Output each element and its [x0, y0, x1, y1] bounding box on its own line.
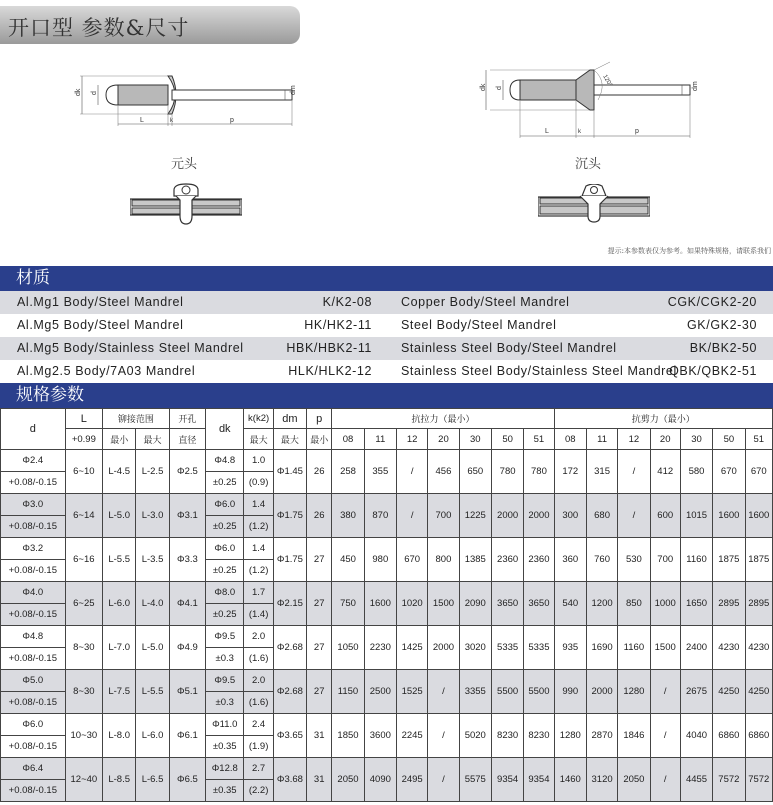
- cell-shear: 1600: [713, 494, 745, 538]
- cell-p: 27: [307, 538, 332, 582]
- cell-dk: Φ9.5: [206, 670, 244, 692]
- dk-label: dk: [75, 88, 82, 96]
- header-dk: dk: [206, 409, 244, 450]
- cell-d: Φ5.0: [1, 670, 66, 692]
- cell-p: 27: [307, 626, 332, 670]
- cell-k: 1.7: [244, 582, 273, 604]
- cell-shear: 1160: [618, 626, 650, 670]
- grade-header: 12: [618, 429, 650, 450]
- material-row: [0, 291, 773, 314]
- subheader-row: [1, 429, 773, 450]
- cell-tensile: 9354: [524, 758, 554, 802]
- cell-tensile: 258: [332, 450, 364, 494]
- cell-shear: 315: [586, 450, 617, 494]
- cell-tensile: 2000: [428, 626, 459, 670]
- header-hole-sub: 直径: [169, 429, 205, 450]
- header-k: k(k2): [244, 409, 273, 429]
- cell-d: Φ4.8: [1, 626, 66, 648]
- cell-p: 31: [307, 758, 332, 802]
- cell-tensile: 2245: [396, 714, 427, 758]
- cell-p: 31: [307, 714, 332, 758]
- cell-dk-tol: ±0.3: [206, 692, 244, 714]
- material-left-code: HK/HK2-11: [304, 318, 372, 332]
- cell-shear: 1460: [554, 758, 586, 802]
- cell-tensile: 3020: [459, 626, 491, 670]
- cell-grip-max: L-6.5: [136, 758, 169, 802]
- cell-shear: 580: [680, 450, 712, 494]
- d-label-2: d: [496, 86, 503, 90]
- table-row: [1, 626, 773, 648]
- grade-header: 50: [713, 429, 745, 450]
- cell-tensile: 3355: [459, 670, 491, 714]
- cell-tensile: /: [428, 758, 459, 802]
- header-d: d: [1, 409, 66, 450]
- cell-dk-tol: ±0.3: [206, 648, 244, 670]
- cell-shear: 700: [650, 538, 680, 582]
- table-row: [1, 582, 773, 604]
- grade-header: 12: [396, 429, 427, 450]
- grade-header: 51: [745, 429, 772, 450]
- cell-L: 6~25: [65, 582, 102, 626]
- cell-hole: Φ4.9: [169, 626, 205, 670]
- cell-tensile: 780: [524, 450, 554, 494]
- reference-note: 提示:本参数表仅为参考。如果特殊规格，请联系我们: [607, 247, 771, 255]
- cell-shear: 6860: [745, 714, 772, 758]
- cell-tensile: 1020: [396, 582, 427, 626]
- cell-shear: 935: [554, 626, 586, 670]
- cell-tensile: 3650: [491, 582, 523, 626]
- cell-tensile: 8230: [524, 714, 554, 758]
- cell-tensile: 2360: [491, 538, 523, 582]
- cell-grip-max: L-3.0: [136, 494, 169, 538]
- k-label-2: k: [578, 129, 581, 135]
- cell-shear: 1650: [680, 582, 712, 626]
- cell-tensile: 670: [396, 538, 427, 582]
- grade-header: 50: [491, 429, 523, 450]
- cell-dk-tol: ±0.25: [206, 560, 244, 582]
- countersunk-installed-diagram: [538, 184, 650, 224]
- material-left-code: HLK/HLK2-12: [288, 364, 372, 378]
- cell-shear: 670: [713, 450, 745, 494]
- cell-grip-min: L-7.0: [103, 626, 136, 670]
- material-row: [0, 337, 773, 360]
- cell-shear: 2895: [745, 582, 772, 626]
- page-title: 开口型 参数&尺寸: [8, 16, 190, 40]
- cell-d: Φ3.0: [1, 494, 66, 516]
- cell-tensile: 456: [428, 450, 459, 494]
- cell-shear: 1280: [618, 670, 650, 714]
- cell-dk: Φ11.0: [206, 714, 244, 736]
- cell-tensile: 870: [364, 494, 396, 538]
- cell-tensile: /: [396, 494, 427, 538]
- cell-tensile: 1850: [332, 714, 364, 758]
- cell-k2: (1.6): [244, 692, 273, 714]
- cell-shear: 1500: [650, 626, 680, 670]
- d-label: d: [91, 91, 98, 95]
- cell-tensile: 3650: [524, 582, 554, 626]
- cell-hole: Φ3.3: [169, 538, 205, 582]
- cell-shear: 7572: [745, 758, 772, 802]
- dome-head-rivet-diagram: [60, 68, 310, 133]
- table-row: [1, 538, 773, 560]
- cell-grip-min: L-8.5: [103, 758, 136, 802]
- cell-shear: /: [650, 670, 680, 714]
- L-label: L: [140, 117, 144, 124]
- cell-tensile: 5335: [491, 626, 523, 670]
- header-p: p: [307, 409, 332, 429]
- material-left-name: Al.Mg2.5 Body/7A03 Mandrel: [17, 364, 196, 378]
- cell-d-tol: +0.08/-0.15: [1, 604, 66, 626]
- cell-p: 27: [307, 670, 332, 714]
- cell-k: 2.7: [244, 758, 273, 780]
- cell-tensile: 1150: [332, 670, 364, 714]
- cell-L: 8~30: [65, 670, 102, 714]
- cell-tensile: 1225: [459, 494, 491, 538]
- cell-tensile: /: [428, 670, 459, 714]
- cell-shear: /: [650, 714, 680, 758]
- grade-header: 51: [524, 429, 554, 450]
- header-shear: 抗剪力（最小）: [554, 409, 772, 429]
- cell-k2: (1.4): [244, 604, 273, 626]
- cell-d: Φ3.2: [1, 538, 66, 560]
- spec-table: [0, 408, 773, 802]
- countersunk-caption: 沉头: [575, 157, 602, 172]
- cell-tensile: 1385: [459, 538, 491, 582]
- header-grip-max: 最大: [136, 429, 169, 450]
- grade-header: 08: [332, 429, 364, 450]
- cell-d-tol: +0.08/-0.15: [1, 648, 66, 670]
- cell-shear: 4455: [680, 758, 712, 802]
- angle-label: 120°: [601, 74, 613, 88]
- cell-grip-min: L-6.0: [103, 582, 136, 626]
- cell-hole: Φ5.1: [169, 670, 205, 714]
- cell-shear: 1015: [680, 494, 712, 538]
- p-label: p: [230, 117, 234, 124]
- cell-dk-tol: ±0.35: [206, 736, 244, 758]
- material-right-code: GK/GK2-30: [686, 318, 757, 332]
- p-label-2: p: [635, 128, 639, 135]
- cell-k: 2.4: [244, 714, 273, 736]
- cell-dk: Φ8.0: [206, 582, 244, 604]
- cell-hole: Φ4.1: [169, 582, 205, 626]
- cell-d-tol: +0.08/-0.15: [1, 692, 66, 714]
- header-dm: dm: [273, 409, 306, 429]
- cell-tensile: 5500: [524, 670, 554, 714]
- cell-d-tol: +0.08/-0.15: [1, 780, 66, 802]
- page-title-bar: [0, 6, 300, 44]
- cell-shear: 1690: [586, 626, 617, 670]
- material-left-name: Al.Mg5 Body/Stainless Steel Mandrel: [17, 341, 244, 355]
- cell-d: Φ6.0: [1, 714, 66, 736]
- cell-p: 26: [307, 494, 332, 538]
- cell-dk: Φ9.5: [206, 626, 244, 648]
- header-row: [1, 409, 773, 429]
- cell-tensile: 2495: [396, 758, 427, 802]
- cell-tensile: 5020: [459, 714, 491, 758]
- cell-tensile: 1425: [396, 626, 427, 670]
- cell-shear: 6860: [713, 714, 745, 758]
- cell-hole: Φ2.5: [169, 450, 205, 494]
- cell-shear: 300: [554, 494, 586, 538]
- cell-tensile: 2230: [364, 626, 396, 670]
- material-row: [0, 360, 773, 383]
- material-right-name: Stainless Steel Body/Stainless Steel Mandrel: [401, 364, 677, 378]
- cell-grip-min: L-8.0: [103, 714, 136, 758]
- cell-tensile: 2500: [364, 670, 396, 714]
- cell-grip-min: L-4.5: [103, 450, 136, 494]
- cell-shear: 4230: [745, 626, 772, 670]
- cell-tensile: 450: [332, 538, 364, 582]
- grade-header: 30: [459, 429, 491, 450]
- spec-title: 规格参数: [16, 385, 84, 405]
- cell-dk-tol: ±0.25: [206, 516, 244, 538]
- cell-dm: Φ3.68: [273, 758, 306, 802]
- cell-shear: 670: [745, 450, 772, 494]
- cell-grip-max: L-2.5: [136, 450, 169, 494]
- cell-tensile: 1525: [396, 670, 427, 714]
- cell-grip-max: L-5.5: [136, 670, 169, 714]
- cell-L: 8~30: [65, 626, 102, 670]
- cell-L: 12~40: [65, 758, 102, 802]
- cell-shear: 7572: [713, 758, 745, 802]
- cell-shear: 1600: [745, 494, 772, 538]
- table-row: [1, 758, 773, 780]
- cell-shear: 540: [554, 582, 586, 626]
- cell-shear: 1000: [650, 582, 680, 626]
- material-right-code: QBK/QBK2-51: [669, 364, 757, 378]
- cell-shear: 760: [586, 538, 617, 582]
- cell-tensile: 800: [428, 538, 459, 582]
- cell-shear: 1846: [618, 714, 650, 758]
- cell-dk-tol: ±0.35: [206, 780, 244, 802]
- cell-grip-min: L-7.5: [103, 670, 136, 714]
- cell-k: 2.0: [244, 670, 273, 692]
- cell-shear: 850: [618, 582, 650, 626]
- cell-shear: 3120: [586, 758, 617, 802]
- cell-shear: 1160: [680, 538, 712, 582]
- cell-shear: 990: [554, 670, 586, 714]
- material-left-name: Al.Mg5 Body/Steel Mandrel: [17, 318, 184, 332]
- cell-tensile: /: [396, 450, 427, 494]
- cell-shear: 360: [554, 538, 586, 582]
- cell-tensile: 700: [428, 494, 459, 538]
- dk-label-2: dk: [480, 83, 487, 91]
- cell-d-tol: +0.08/-0.15: [1, 560, 66, 582]
- cell-k2: (1.9): [244, 736, 273, 758]
- grade-header: 08: [554, 429, 586, 450]
- cell-k: 1.0: [244, 450, 273, 472]
- cell-tensile: 355: [364, 450, 396, 494]
- cell-d-tol: +0.08/-0.15: [1, 736, 66, 758]
- cell-dm: Φ2.68: [273, 626, 306, 670]
- cell-shear: /: [618, 494, 650, 538]
- cell-tensile: 5335: [524, 626, 554, 670]
- cell-dm: Φ1.75: [273, 538, 306, 582]
- cell-k2: (1.2): [244, 516, 273, 538]
- grade-header: 11: [364, 429, 396, 450]
- header-p-sub: 最小: [307, 429, 332, 450]
- cell-L: 6~10: [65, 450, 102, 494]
- cell-shear: /: [650, 758, 680, 802]
- cell-grip-min: L-5.5: [103, 538, 136, 582]
- header-k-sub: 最大: [244, 429, 273, 450]
- cell-d-tol: +0.08/-0.15: [1, 516, 66, 538]
- table-row: [1, 450, 773, 472]
- material-right-name: Steel Body/Steel Mandrel: [401, 318, 557, 332]
- cell-grip-max: L-3.5: [136, 538, 169, 582]
- cell-dk: Φ4.8: [206, 450, 244, 472]
- material-right-code: BK/BK2-50: [689, 341, 757, 355]
- cell-grip-min: L-5.0: [103, 494, 136, 538]
- table-row: [1, 714, 773, 736]
- dm-label: dm: [290, 85, 297, 95]
- cell-shear: 4230: [713, 626, 745, 670]
- material-right-name: Copper Body/Steel Mandrel: [401, 295, 570, 309]
- cell-tensile: 9354: [491, 758, 523, 802]
- cell-grip-max: L-4.0: [136, 582, 169, 626]
- cell-dm: Φ3.65: [273, 714, 306, 758]
- cell-shear: 2050: [618, 758, 650, 802]
- header-tensile: 抗拉力（最小）: [332, 409, 554, 429]
- grade-header: 20: [428, 429, 459, 450]
- cell-dm: Φ2.68: [273, 670, 306, 714]
- cell-dm: Φ1.75: [273, 494, 306, 538]
- cell-k2: (1.2): [244, 560, 273, 582]
- cell-shear: 172: [554, 450, 586, 494]
- cell-d: Φ4.0: [1, 582, 66, 604]
- cell-tensile: 1050: [332, 626, 364, 670]
- cell-dk: Φ12.8: [206, 758, 244, 780]
- cell-tensile: 2360: [524, 538, 554, 582]
- cell-grip-max: L-5.0: [136, 626, 169, 670]
- cell-tensile: 1600: [364, 582, 396, 626]
- cell-shear: 2870: [586, 714, 617, 758]
- cell-shear: 4250: [713, 670, 745, 714]
- cell-k2: (0.9): [244, 472, 273, 494]
- cell-tensile: 5575: [459, 758, 491, 802]
- countersunk-rivet-diagram: [470, 60, 730, 142]
- cell-shear: 2000: [586, 670, 617, 714]
- cell-hole: Φ3.1: [169, 494, 205, 538]
- cell-tensile: 8230: [491, 714, 523, 758]
- cell-tensile: 750: [332, 582, 364, 626]
- cell-tensile: 2090: [459, 582, 491, 626]
- cell-L: 6~16: [65, 538, 102, 582]
- table-row: [1, 494, 773, 516]
- cell-d: Φ2.4: [1, 450, 66, 472]
- cell-tensile: 650: [459, 450, 491, 494]
- cell-k: 1.4: [244, 538, 273, 560]
- cell-p: 26: [307, 450, 332, 494]
- material-right-code: CGK/CGK2-20: [667, 295, 757, 309]
- cell-shear: 412: [650, 450, 680, 494]
- cell-hole: Φ6.1: [169, 714, 205, 758]
- cell-tensile: /: [428, 714, 459, 758]
- cell-d: Φ6.4: [1, 758, 66, 780]
- cell-tensile: 780: [491, 450, 523, 494]
- cell-k: 1.4: [244, 494, 273, 516]
- materials-header: [0, 266, 773, 291]
- grade-header: 11: [586, 429, 617, 450]
- header-grip: 铆接范围: [103, 409, 170, 429]
- cell-L: 6~14: [65, 494, 102, 538]
- cell-grip-max: L-6.0: [136, 714, 169, 758]
- cell-shear: 4250: [745, 670, 772, 714]
- cell-d-tol: +0.08/-0.15: [1, 472, 66, 494]
- dome-head-installed-diagram: [130, 182, 242, 228]
- cell-p: 27: [307, 582, 332, 626]
- dome-head-caption: 元头: [171, 157, 198, 172]
- cell-dk: Φ6.0: [206, 538, 244, 560]
- header-hole: 开孔: [169, 409, 205, 429]
- header-dm-sub: 最大: [273, 429, 306, 450]
- cell-shear: 4040: [680, 714, 712, 758]
- grade-header: 20: [650, 429, 680, 450]
- cell-shear: 1875: [745, 538, 772, 582]
- cell-tensile: 4090: [364, 758, 396, 802]
- cell-shear: 1875: [713, 538, 745, 582]
- cell-tensile: 2050: [332, 758, 364, 802]
- cell-hole: Φ6.5: [169, 758, 205, 802]
- cell-shear: 1200: [586, 582, 617, 626]
- cell-shear: 1280: [554, 714, 586, 758]
- cell-tensile: 1500: [428, 582, 459, 626]
- cell-shear: 2675: [680, 670, 712, 714]
- cell-tensile: 3600: [364, 714, 396, 758]
- material-right-name: Stainless Steel Body/Steel Mandrel: [401, 341, 617, 355]
- dm-label-2: dm: [692, 81, 699, 91]
- k-label: k: [170, 118, 173, 124]
- cell-tensile: 5500: [491, 670, 523, 714]
- cell-dm: Φ1.45: [273, 450, 306, 494]
- cell-dk: Φ6.0: [206, 494, 244, 516]
- cell-k2: (2.2): [244, 780, 273, 802]
- cell-dk-tol: ±0.25: [206, 604, 244, 626]
- header-grip-min: 最小: [103, 429, 136, 450]
- cell-dm: Φ2.15: [273, 582, 306, 626]
- material-row: [0, 314, 773, 337]
- cell-shear: 600: [650, 494, 680, 538]
- header-L: L: [65, 409, 102, 429]
- cell-shear: 680: [586, 494, 617, 538]
- cell-L: 10~30: [65, 714, 102, 758]
- cell-tensile: 2000: [491, 494, 523, 538]
- cell-tensile: 980: [364, 538, 396, 582]
- cell-k: 2.0: [244, 626, 273, 648]
- cell-dk-tol: ±0.25: [206, 472, 244, 494]
- header-L-tol: +0.99: [65, 429, 102, 450]
- cell-shear: 530: [618, 538, 650, 582]
- cell-shear: 2895: [713, 582, 745, 626]
- spec-header: [0, 383, 773, 408]
- material-left-code: HBK/HBK2-11: [286, 341, 372, 355]
- cell-k2: (1.6): [244, 648, 273, 670]
- material-left-name: Al.Mg1 Body/Steel Mandrel: [17, 295, 184, 309]
- cell-tensile: 2000: [524, 494, 554, 538]
- grade-header: 30: [680, 429, 712, 450]
- table-row: [1, 670, 773, 692]
- cell-tensile: 380: [332, 494, 364, 538]
- L-label-2: L: [545, 128, 549, 135]
- cell-shear: /: [618, 450, 650, 494]
- cell-shear: 2400: [680, 626, 712, 670]
- materials-title: 材质: [16, 268, 50, 288]
- material-left-code: K/K2-08: [322, 295, 372, 309]
